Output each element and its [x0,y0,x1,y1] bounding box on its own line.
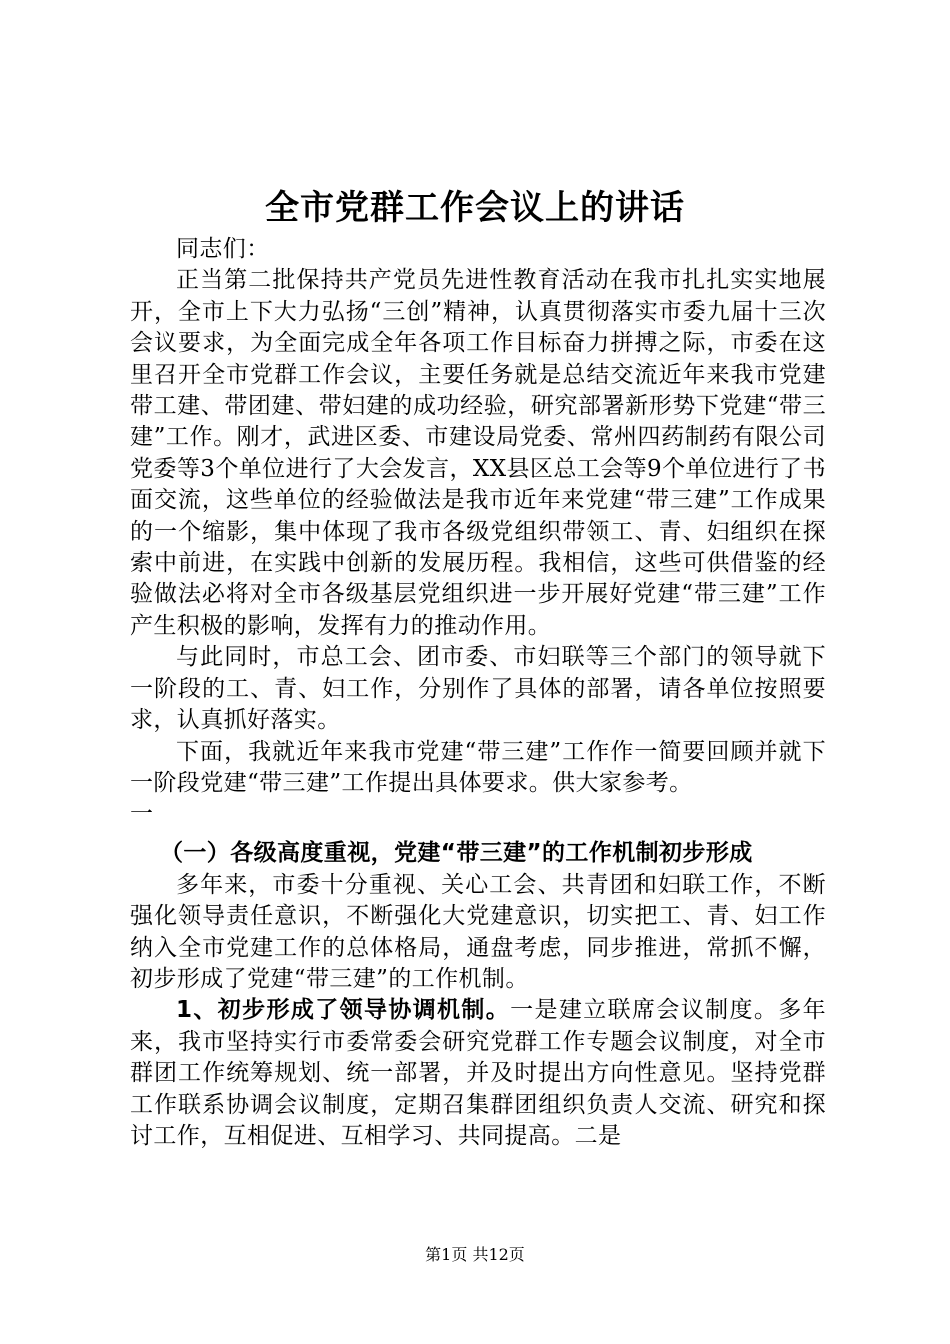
item-1-lead: 1、初步形成了领导协调机制。 [176,997,511,1024]
document-title: 全市党群工作会议上的讲话 [265,188,685,228]
item-1-text: 一是建立联席会议制度。多年来，我市坚持实行市委常委会研究党群工作专题会议制度，对全市群团工作统筹规划、统一部署，并及时提出方向性意见。坚持党群工作联系协调会议制度，定期召集群团组织负责人交流、研究和探讨工作，互相促进、互相学习、共同提高。二是 [130,997,826,1149]
section-number-mark: 一 [130,801,153,828]
page-number-footer: 第1页 共12页 [425,1245,525,1264]
paragraph-departments: 与此同时，市总工会、团市委、市妇联等三个部门的领导就下一阶段的工、青、妇工作，分别作了具体的部署，请各单位按照要求，认真抓好落实。 [130,644,826,734]
paragraph-opening: 正当第二批保持共产党员先进性教育活动在我市扎扎实实地展开，全市上下大力弘扬“三创”精神，认真贯彻落实市委九届十三次会议要求，为全面完成全年各项工作目标奋力拼搏之际，市委在这里召开全市党群工作会议，主要任务就是总结交流近年来我市党建带工建、带团建、带妇建的成功经验，研究部署新形势下党建“带三建”工作。刚才，武进区委、市建设局党委、常州四药制药有限公司党委等3个单位进行了大会发言，XX县区总工会等9个单位进行了书面交流，这些单位的经验做法是我市近年来党建“带三建”工作成果的一个缩影，集中体现了我市各级党组织带领工、青、妇组织在探索中前进，在实践中创新的发展历程。我相信，这些可供借鉴的经验做法必将对全市各级基层党组织进一步开展好党建“带三建”工作产生积极的影响，发挥有力的推动作用。 [130,267,826,639]
document-body [130,234,826,1152]
paragraph-item-1 [130,995,826,1152]
paragraph-outline: 下面，我就近年来我市党建“带三建”工作作一简要回顾并就下一阶段党建“带三建”工作提出具体要求。供大家参考。 [130,738,826,796]
salutation: 同志们： [176,236,270,262]
paragraph-section-intro: 多年来，市委十分重视、关心工会、共青团和妇联工作，不断强化领导责任意识，不断强化大党建意识，切实把工、青、妇工作纳入全市党建工作的总体格局，通盘考虑，同步推进，常抓不懈，初步形成了党建“带三建”的工作机制。 [130,871,826,992]
section-heading: （一）各级高度重视，党建“带三建”的工作机制初步形成 [160,839,753,866]
